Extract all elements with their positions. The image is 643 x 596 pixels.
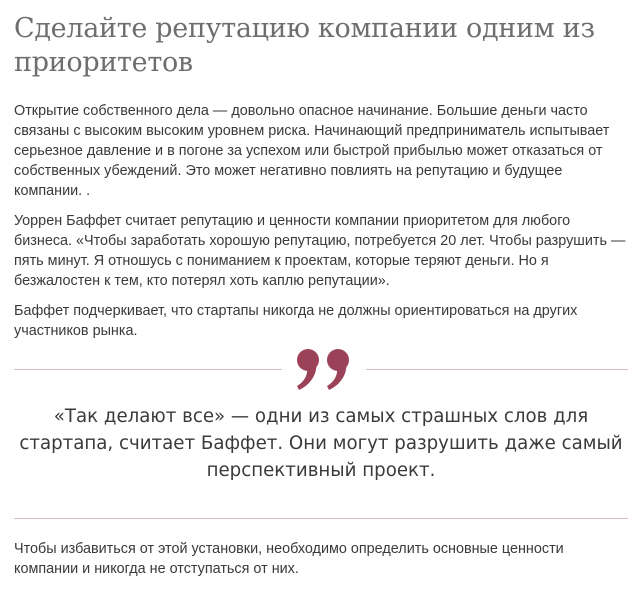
quote-text: «Так делают все» — одни из самых страшных слов для стартапа, считает Баффет. Они могут разрушить даже самый перспективный проект. (19, 406, 623, 481)
closing-double-quote-icon (294, 348, 354, 392)
paragraph-3: Баффет подчеркивает, что стартапы никогда не должны ориентироваться на других участников рынка. (14, 303, 578, 339)
paragraph-2: Уоррен Баффет считает репутацию и ценности компании приоритетом для любого бизнеса. «Чтобы заработать хорошую репутацию, потребуется 20 лет. Чтобы разрушить — пять минут. Я отношусь с пониманием к проектам, которые теряют деньги. Но я безжалостен к тем, кто потерял хоть каплю репутации». (14, 213, 626, 289)
paragraph-1: Открытие собственного дела — довольно опасное начинание. Большие деньги часто связаны с высоким высоким уровнем риска. Начинающий предприниматель испытывает серьезное давление и в погоне за успехом или быстрой прибылью может отказаться от собственных убеждений. Это может негативно повлиять на репутацию и будущее компании. . (14, 103, 610, 199)
article-title: Сделайте репутацию компании одним из приоритетов (14, 13, 595, 78)
quote-divider-bottom (14, 518, 628, 519)
quote-divider-left (14, 369, 282, 370)
article (14, 0, 628, 341)
quote-divider-right (366, 369, 628, 370)
closing-paragraph: Чтобы избавиться от этой установки, необходимо определить основные ценности компании и никогда не отступаться от них. (14, 541, 564, 577)
